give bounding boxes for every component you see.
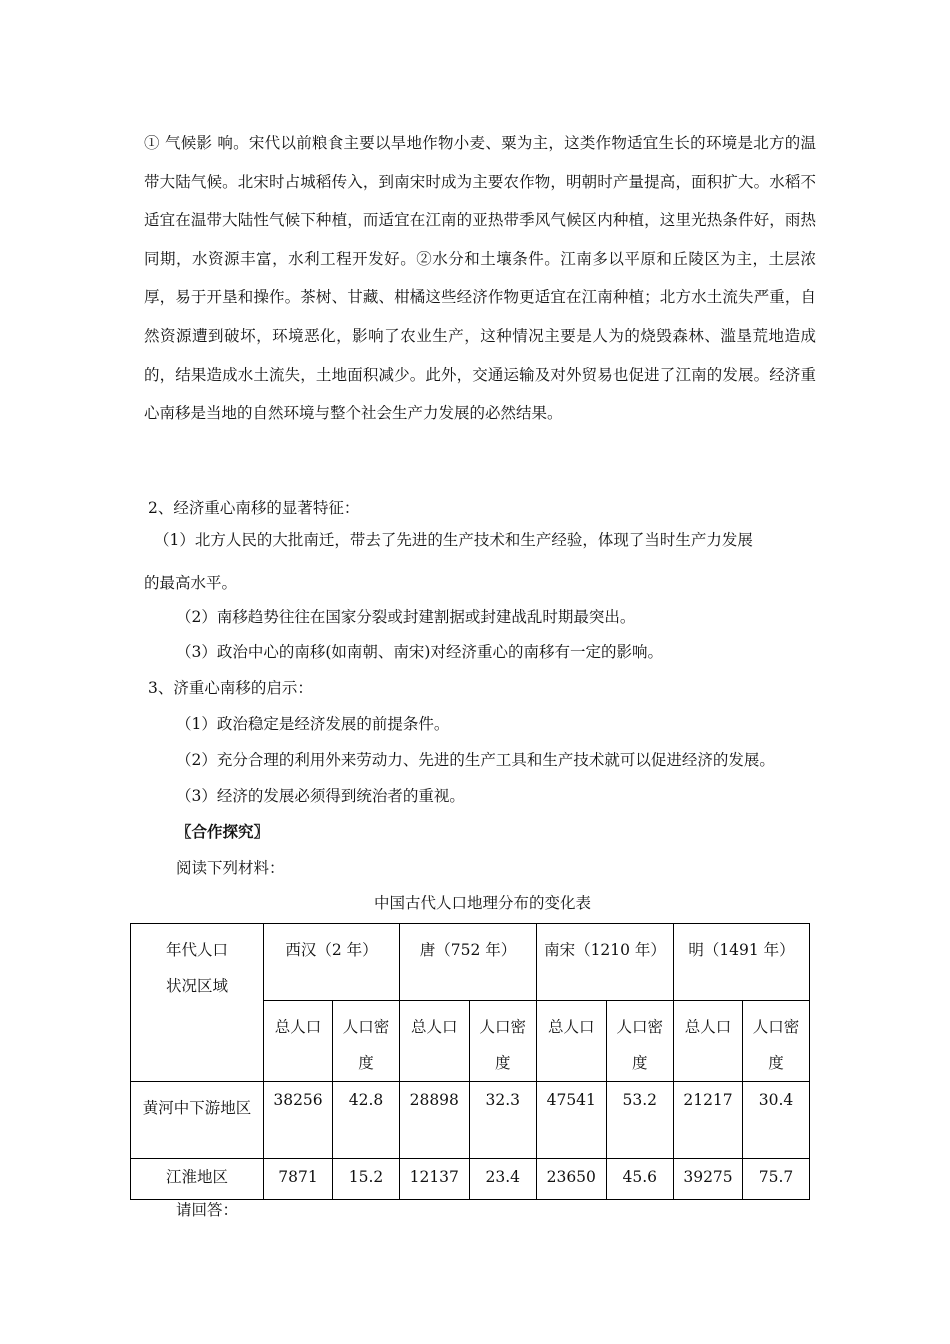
- table-title: 中国古代人口地理分布的变化表: [374, 894, 592, 912]
- corner-header-cell: [131, 924, 264, 1082]
- corner-header-line1: 年代人口: [165, 941, 228, 959]
- data-cell: 15.2: [333, 1159, 400, 1200]
- region-cell: 黄河中下游地区: [131, 1082, 264, 1159]
- subheader-density: 人口密度: [469, 1001, 537, 1082]
- read-prompt: 阅读下列材料：: [176, 859, 285, 877]
- section-2-item-3: （3）政治中心的南移(如南朝、南宋)对经济重心的南移有一定的影响。: [176, 643, 663, 661]
- section-2-heading: 2、经济重心南移的显著特征：: [148, 499, 360, 517]
- subheader-total: 总人口: [264, 1001, 333, 1082]
- data-cell: 75.7: [743, 1159, 810, 1200]
- data-cell: 23.4: [469, 1159, 537, 1200]
- subheader-density: 人口密度: [743, 1001, 810, 1082]
- answer-prompt: 请回答：: [176, 1201, 239, 1219]
- data-cell: 21217: [674, 1082, 743, 1159]
- intro-paragraph: ① 气候影 响。宋代以前粮食主要以旱地作物小麦、粟为主，这类作物适宜生长的环境是北方的温带大陆气候。北宋时占城稻传入，到南宋时成为主要农作物，明朝时产量提高，面积扩大。水稻不适宜在温带大陆性气候下种植，而适宜在江南的亚热带季风气候区内种植，这里光热条件好，雨热同期，水资源丰富，水利工程开发好。②水分和土壤条件。江南多以平原和丘陵区为主，土层浓厚，易于开垦和操作。茶树、甘藏、柑橘这些经济作物更适宜在江南种植；北方水土流失严重，自然资源遭到破坏，环境恶化，影响了农业生产，这种情况主要是人为的烧毁森林、滥垦荒地造成的，结果造成水土流失，土地面积减少。此外，交通运输及对外贸易也促进了江南的发展。经济重心南移是当地的自然环境与整个社会生产力发展的必然结果。: [144, 134, 816, 423]
- population-table: [130, 923, 810, 1200]
- data-cell: 32.3: [469, 1082, 537, 1159]
- data-cell: 23650: [537, 1159, 607, 1200]
- table-row: [131, 1082, 810, 1159]
- data-cell: 47541: [537, 1082, 607, 1159]
- subheader-total: 总人口: [674, 1001, 743, 1082]
- section-3-item-3: （3）经济的发展必须得到统治者的重视。: [176, 787, 465, 805]
- subheader-total: 总人口: [537, 1001, 607, 1082]
- period-header: 西汉（2 年）: [264, 924, 400, 1001]
- data-cell: 7871: [264, 1159, 333, 1200]
- data-cell: 45.6: [606, 1159, 674, 1200]
- subheader-density: 人口密度: [606, 1001, 674, 1082]
- data-cell: 38256: [264, 1082, 333, 1159]
- section-3-item-1: （1）政治稳定是经济发展的前提条件。: [176, 715, 450, 733]
- period-header: 唐（752 年）: [400, 924, 537, 1001]
- subheader-total: 总人口: [400, 1001, 470, 1082]
- period-header: 南宋（1210 年）: [537, 924, 674, 1001]
- section-3-heading: 3、济重心南移的启示：: [148, 679, 313, 697]
- data-cell: 42.8: [333, 1082, 400, 1159]
- data-cell: 53.2: [606, 1082, 674, 1159]
- section-3-item-2: （2）充分合理的利用外来劳动力、先进的生产工具和生产技术就可以促进经济的发展。: [176, 751, 775, 769]
- section-2-item-1b: 的最高水平。: [144, 574, 238, 592]
- data-cell: 28898: [400, 1082, 470, 1159]
- period-header: 明（1491 年）: [674, 924, 810, 1001]
- table-row: [131, 1159, 810, 1200]
- data-cell: 39275: [674, 1159, 743, 1200]
- table-header-row: [131, 924, 810, 1001]
- coop-heading: 〖合作探究〗: [176, 822, 270, 841]
- data-cell: 12137: [400, 1159, 470, 1200]
- subheader-density: 人口密度: [333, 1001, 400, 1082]
- region-cell: 江淮地区: [131, 1159, 264, 1200]
- data-cell: 30.4: [743, 1082, 810, 1159]
- corner-header-line2: 状况区域: [165, 977, 228, 995]
- section-2-item-1a: （1）北方人民的大批南迁，带去了先进的生产技术和生产经验，体现了当时生产力发展: [154, 531, 753, 549]
- section-2-item-2: （2）南移趋势往往在国家分裂或封建割据或封建战乱时期最突出。: [176, 608, 636, 626]
